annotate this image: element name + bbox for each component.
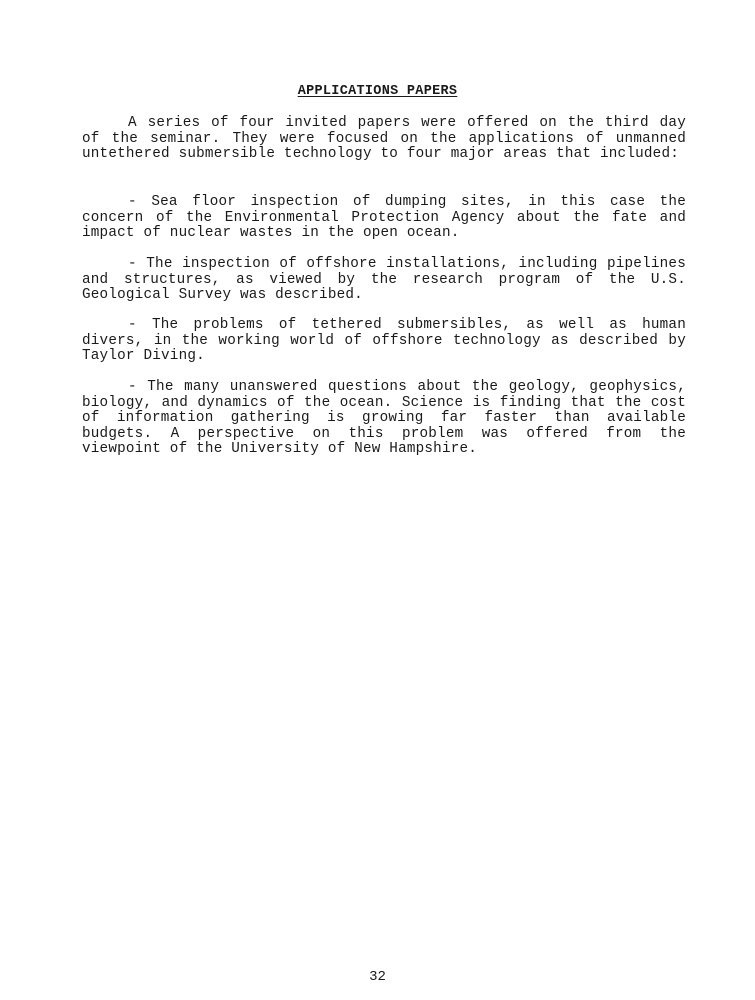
page-title-text: APPLICATIONS PAPERS — [297, 84, 458, 99]
intro-paragraph: A series of four invited papers were offered on the third day of the seminar. They were focused on the applications of unmanned untethered submersible technology to four major areas that included: — [82, 115, 686, 163]
paragraph-dumping-sites: - Sea floor inspection of dumping sites, in this case the concern of the Environmental Protection Agency about the fate and impact of nuclear wastes in the open ocean. — [82, 194, 686, 242]
page-number: 32 — [369, 969, 386, 985]
paragraph-tethered-submersibles: - The problems of tethered submersibles, as well as human divers, in the working world of offshore technology as described by Taylor Diving. — [82, 317, 686, 365]
paragraph-offshore-installations: - The inspection of offshore installations, including pipelines and structures, as viewed by the research program of the U.S. Geological Survey was described. — [82, 256, 686, 304]
page-title — [0, 84, 755, 99]
paragraph-unanswered-questions: - The many unanswered questions about the geology, geophysics, biology, and dynamics of the ocean. Science is finding that the cost of information gathering is growing far faster than available budgets. A perspective on this problem was offered from the viewpoint of the University of New Hampshire. — [82, 379, 686, 458]
